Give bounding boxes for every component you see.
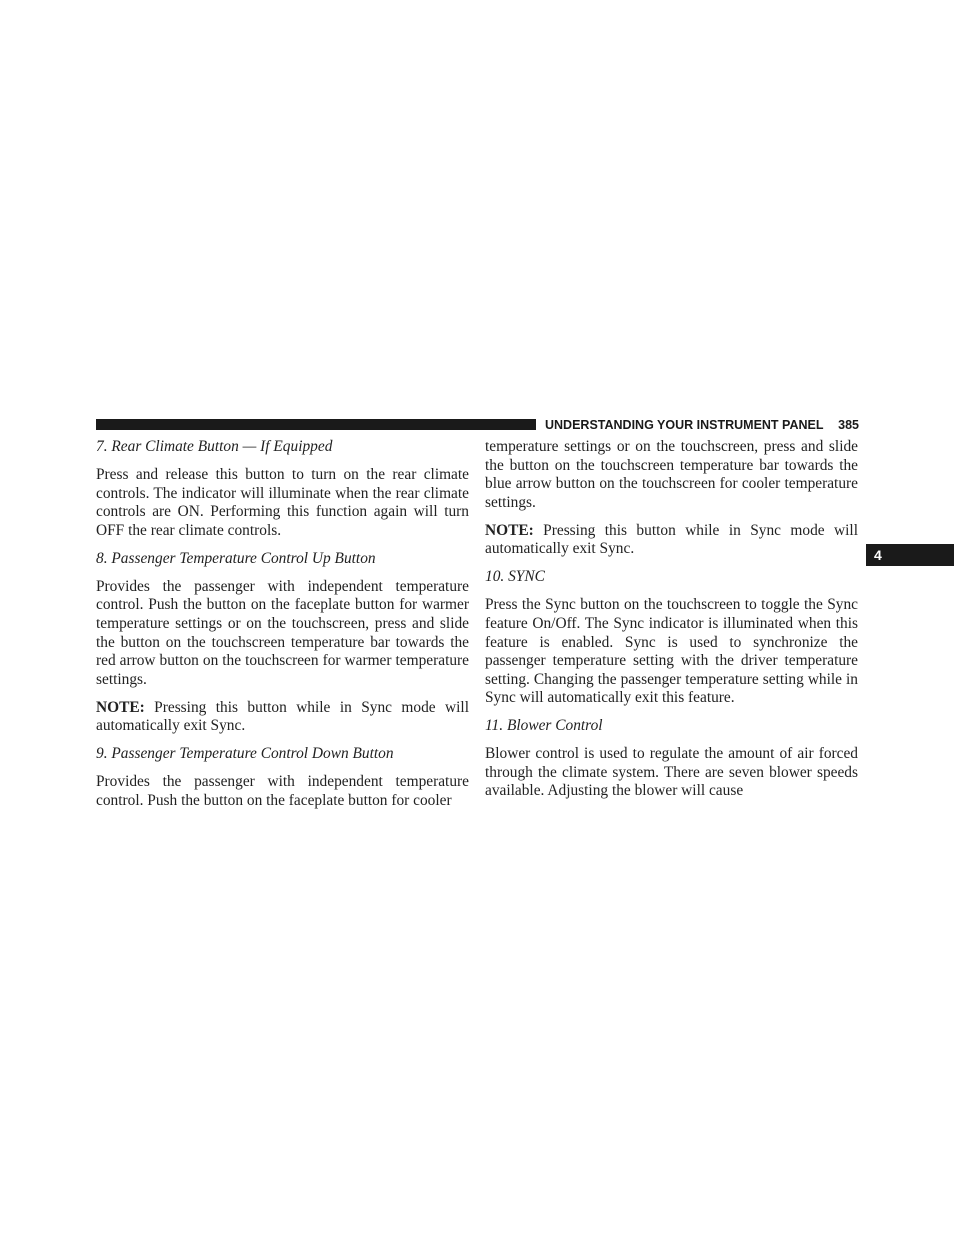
note-label: NOTE: — [485, 521, 534, 539]
paragraph-sync: Press the Sync button on the touchscreen to toggle the Sync feature On/Off. The Sync indicator is illuminated when this feature is enabled. Sync is used to synchronize the passenger temperature setting with the driver temperature setting. Changing the passenger temperature setting while in Sync will automatically exit this feature. — [485, 596, 858, 707]
paragraph-passenger-temp-up: Provides the passenger with independent temperature control. Push the button on the faceplate button for warmer temperature settings or on the touchscreen, press and slide the button on the touchscreen temperature bar towards the red arrow button on the touchscreen for warmer temperature settings. — [96, 577, 469, 688]
running-header — [545, 417, 859, 433]
heading-passenger-temp-down: 9. Passenger Temperature Control Down Button — [96, 745, 394, 763]
paragraph-passenger-temp-down-continued: temperature settings or on the touchscreen, press and slide the button on the touchscreen temperature bar towards the blue arrow button on the touchscreen for cooler temperature settings. — [485, 438, 858, 511]
chapter-tab — [866, 544, 954, 566]
heading-blower-control: 11. Blower Control — [485, 717, 603, 735]
note-passenger-temp-up — [96, 699, 469, 736]
header-rule — [96, 419, 536, 430]
chapter-number: 4 — [874, 547, 882, 563]
paragraph-passenger-temp-down: Provides the passenger with independent temperature control. Push the button on the faceplate button for cooler — [96, 773, 469, 809]
page-number: 385 — [838, 418, 859, 432]
note-text: Pressing this button while in Sync mode will automatically exit Sync. — [96, 698, 469, 735]
left-column — [96, 438, 469, 820]
section-title: UNDERSTANDING YOUR INSTRUMENT PANEL — [545, 418, 824, 432]
paragraph-blower-control: Blower control is used to regulate the amount of air forced through the climate system. There are seven blower speeds available. Adjusting the blower will cause — [485, 745, 858, 800]
heading-passenger-temp-up: 8. Passenger Temperature Control Up Button — [96, 549, 376, 567]
note-text: Pressing this button while in Sync mode will automatically exit Sync. — [485, 521, 858, 558]
paragraph-rear-climate-button: Press and release this button to turn on the rear climate controls. The indicator will illuminate when the rear climate controls are ON. Performing this function again will turn OFF the rear climate controls. — [96, 465, 469, 539]
heading-sync: 10. SYNC — [485, 568, 545, 586]
heading-rear-climate-button: 7. Rear Climate Button — If Equipped — [96, 438, 333, 455]
right-column — [485, 438, 858, 810]
note-label: NOTE: — [96, 698, 145, 716]
note-passenger-temp-down — [485, 522, 858, 559]
